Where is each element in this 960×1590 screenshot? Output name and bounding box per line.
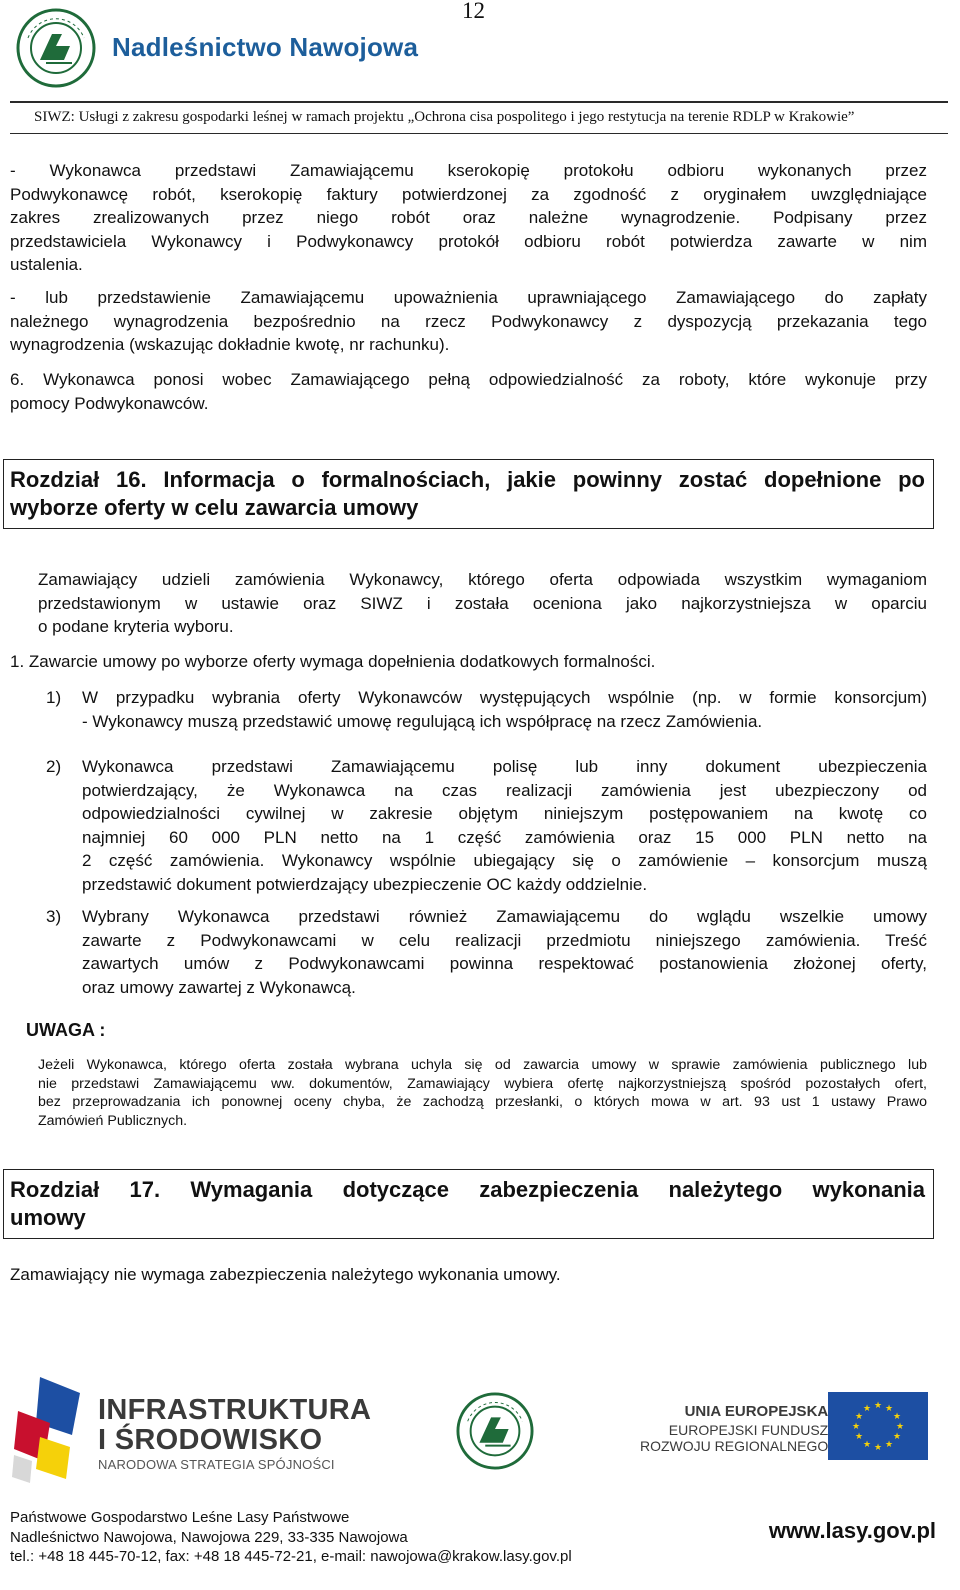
text-line: wynagrodzenia (wskazując dokładnie kwotę, nr rachunku). — [10, 335, 450, 354]
infrastructure-title: INFRASTRUKTURA — [98, 1394, 372, 1426]
svg-text:★: ★ — [873, 1443, 883, 1453]
infrastructure-title: I ŚRODOWISKO — [98, 1424, 323, 1456]
paragraph-award — [38, 568, 927, 639]
text-line: ustalenia. — [10, 255, 83, 274]
lasy-panstwowe-logo-icon — [456, 1392, 534, 1470]
text-line: Wykonawca przedstawi Zamawiającemu polisę lub inny dokument ubezpieczenia — [82, 757, 927, 776]
svg-text:★: ★ — [892, 1412, 902, 1422]
svg-text:★: ★ — [892, 1432, 902, 1442]
list-item-consortium — [82, 686, 927, 733]
svg-text:★: ★ — [873, 1401, 883, 1411]
svg-text:★: ★ — [884, 1404, 894, 1414]
text-line: W przypadku wybrania oferty Wykonawców występujących wspólnie (np. w formie konsorcjum) — [82, 688, 927, 707]
text-line: Zamawiający udzieli zamówienia Wykonawcy, którego oferta odpowiada wszystkim wymaganiom — [38, 570, 927, 589]
contact-line: Nadleśnictwo Nawojowa, Nawojowa 229, 33-335 Nawojowa — [10, 1528, 408, 1546]
lasy-panstwowe-logo-icon — [16, 8, 96, 88]
text-line: przedstawiciela Wykonawcy i Podwykonawcy protokół odbioru robót potwierdza zawarte w nim — [10, 231, 927, 251]
chapter-17-heading — [3, 1169, 934, 1239]
text-line: 6. Wykonawca ponosi wobec Zamawiającego pełną odpowiedzialność za roboty, które wykonuje przy — [10, 370, 927, 389]
list-number: 3) — [46, 907, 62, 926]
contact-line: tel.: +48 18 445-70-12, fax: +48 18 445-72-21, e-mail: nawojowa@krakow.lasy.gov.pl — [10, 1548, 572, 1565]
eu-flag-icon — [828, 1392, 928, 1460]
text-line: Jeżeli Wykonawca, którego oferta została wybrana uchyla się od zawarcia umowy w sprawie zamówienia publicznego lub — [38, 1057, 927, 1073]
text-line: zawartych umów z Podwykonawcami powinna respektować postanowienia złożonej oferty, — [82, 954, 927, 973]
list-number: 1) — [46, 688, 62, 707]
text-line: oraz umowy zawartej z Wykonawcą. — [82, 977, 356, 997]
header-divider — [10, 133, 948, 134]
svg-text:★: ★ — [854, 1412, 864, 1422]
heading-line: umowy — [10, 1205, 86, 1230]
text-line: zawarte z Podwykonawcami w celu realizacji przedmiotu niniejszego zamówienia. Treść — [82, 930, 927, 950]
text-line: - lub przedstawienie Zamawiającemu upoważnienia uprawniającego Zamawiającego do zapłaty — [10, 288, 927, 307]
text-line: 2 część zamówienia. Wykonawcy wspólnie ubiegający się o zamówienie – konsorcjum muszą — [82, 851, 927, 870]
eu-fund-line: EUROPEJSKI FUNDUSZ — [668, 1422, 829, 1438]
eu-title: UNIA EUROPEJSKA — [684, 1403, 829, 1420]
text-line: o podane kryteria wyboru. — [38, 617, 234, 636]
chapter-17-text: Zamawiający nie wymaga zabezpieczenia należytego wykonania umowy. — [10, 1265, 561, 1284]
paragraph-responsibility — [10, 368, 927, 415]
text-line: pomocy Podwykonawców. — [10, 393, 209, 413]
list-item-insurance — [82, 755, 927, 896]
text-line: - Wykonawca przedstawi Zamawiającemu kserokopię protokołu odbioru wykonanych przez — [10, 161, 927, 180]
contact-line: Państwowe Gospodarstwo Leśne Lasy Państwowe — [10, 1509, 350, 1526]
text-line: nie przedstawi Zamawiającemu ww. dokumentów, Zamawiający wybiera ofertę najkorzystniejszą spośród pozostałych ofert, — [38, 1075, 927, 1092]
svg-text:★: ★ — [895, 1422, 905, 1432]
document-subtitle: SIWZ: Usługi z zakresu gospodarki leśnej w ramach projektu „Ochrona cisa pospolitego i jego restytucja na terenie RDLP w Krakowie” — [34, 109, 855, 125]
website-link[interactable]: www.lasy.gov.pl — [768, 1518, 936, 1543]
heading-line: Rozdział 17. Wymagania dotyczące zabezpieczenia należytego wykonania — [10, 1177, 925, 1202]
text-line: Wybrany Wykonawca przedstawi również Zamawiającemu do wglądu wszelkie umowy — [82, 907, 927, 926]
text-line: najmniej 60 000 PLN netto na 1 część zamówienia oraz 15 000 PLN netto na — [82, 827, 927, 847]
text-line: Podwykonawcę robót, kserokopię faktury potwierdzonej za zgodność z oryginałem uwzględniające — [10, 184, 927, 204]
eu-fund-line: ROZWOJU REGIONALNEGO — [640, 1438, 829, 1454]
list-item-subcontract-agreements — [82, 905, 927, 999]
uwaga-label: UWAGA : — [26, 1020, 106, 1040]
paragraph-authorization — [10, 286, 927, 357]
infrastructure-subtitle: NARODOWA STRATEGIA SPÓJNOŚCI — [98, 1457, 335, 1472]
svg-text:★: ★ — [862, 1404, 872, 1414]
heading-line: Rozdział 16. Informacja o formalnościach, jakie powinny zostać dopełnione po — [10, 467, 925, 492]
list-number: 2) — [46, 757, 62, 776]
svg-text:★: ★ — [854, 1432, 864, 1442]
svg-text:★: ★ — [851, 1422, 861, 1432]
heading-line: wyborze oferty w celu zawarcia umowy — [10, 495, 419, 520]
text-line: należnego wynagrodzenia bezpośrednio na rzecz Podwykonawcy z dyspozycją przekazania tego — [10, 311, 927, 331]
organization-name: Nadleśnictwo Nawojowa — [112, 32, 419, 62]
text-line: przedstawić dokument potwierdzający ubezpieczenie OC każdy oddzielnie. — [82, 874, 648, 894]
page-number: 12 — [462, 0, 485, 23]
svg-text:★: ★ — [862, 1440, 872, 1450]
infrastructure-logo — [98, 1395, 371, 1472]
infrastructure-flag-icon — [10, 1375, 90, 1485]
text-line: potwierdzający, że Wykonawca na czas realizacji zamówienia jest ubezpieczony od — [82, 780, 927, 800]
text-line: odpowiedzialności cywilnej w zakresie objętym niniejszym postępowaniem na kwotę co — [82, 804, 927, 823]
uwaga-note — [38, 1056, 927, 1130]
point-1: 1. Zawarcie umowy po wyborze oferty wymaga dopełnienia dodatkowych formalności. — [10, 652, 656, 671]
header-divider — [10, 101, 948, 103]
text-line: Zamówień Publicznych. — [38, 1112, 188, 1129]
text-line: przedstawionym w ustawie oraz SIWZ i została oceniona jako najkorzystniejsza w oparciu — [38, 593, 927, 613]
svg-text:★: ★ — [884, 1440, 894, 1450]
paragraph-subcontractor-protocol — [10, 159, 927, 277]
text-line: - Wykonawcy muszą przedstawić umowę regulującą ich współpracę na rzecz Zamówienia. — [82, 711, 763, 731]
text-line: zakres zrealizowanych przez niego robót oraz należne wynagrodzenie. Podpisany przez — [10, 208, 927, 227]
chapter-16-heading — [3, 459, 934, 529]
text-line: bez przeprowadzania ich ponownej oceny chyba, że zachodzą przesłanki, o których mowa w art. 93 ust 1 ustawy Prawo — [38, 1094, 927, 1110]
footer-contact — [10, 1508, 572, 1567]
eu-fund-label — [640, 1402, 828, 1454]
